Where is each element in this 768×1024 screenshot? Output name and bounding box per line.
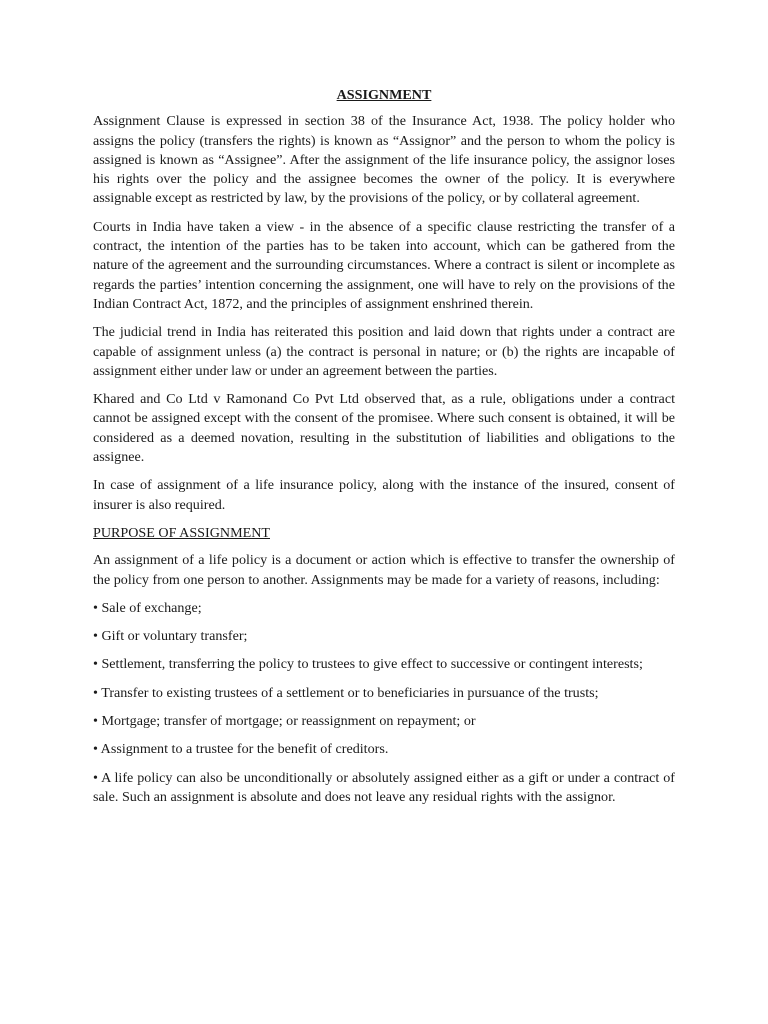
document-title: ASSIGNMENT	[336, 87, 432, 103]
paragraph-purpose-intro: An assignment of a life policy is a document or action which is effective to transfer the ownership of the policy from one person to another. Assignments may be made for a variety of reasons, including:	[93, 552, 675, 588]
paragraph-case-law: Khared and Co Ltd v Ramonand Co Pvt Ltd observed that, as a rule, obligations under a contract cannot be assigned except with the consent of the promisee. Where such consent is obtained, it will be considered as a deemed novation, resulting in the substitution of liabilities and obligations to the assignee.	[93, 391, 675, 466]
section-heading-purpose: PURPOSE OF ASSIGNMENT	[93, 524, 270, 541]
list-item: • Transfer to existing trustees of a settlement or to beneficiaries in pursuance of the trusts;	[93, 684, 599, 701]
paragraph-insurer-consent: In case of assignment of a life insurance policy, along with the instance of the insured, consent of insurer is also required.	[93, 477, 675, 513]
document-page	[93, 86, 675, 816]
list-item: • A life policy can also be unconditionally or absolutely assigned either as a gift or under a contract of sale. Such an assignment is absolute and does not leave any residual rights with the assignor.	[93, 769, 675, 805]
list-item: • Settlement, transferring the policy to trustees to give effect to successive or contingent interests;	[93, 656, 643, 673]
list-item: • Mortgage; transfer of mortgage; or reassignment on repayment; or	[93, 713, 476, 730]
list-item: • Gift or voluntary transfer;	[93, 628, 248, 645]
paragraph-judicial-trend: The judicial trend in India has reiterated this position and laid down that rights under a contract are capable of assignment unless (a) the contract is personal in nature; or (b) the rights are incapable of assignment either under law or under an agreement between the parties.	[93, 324, 675, 379]
paragraph-courts-view: Courts in India have taken a view - in the absence of a specific clause restricting the transfer of a contract, the intention of the parties has to be taken into account, which can be gathered from the nature of the agreement and the surrounding circumstances. Where a contract is silent or incomplete as regards the parties’ intention concerning the assignment, one will have to rely on the provisions of the Indian Contract Act, 1872, and the principles of assignment enshrined therein.	[93, 218, 675, 312]
paragraph-assignment-clause: Assignment Clause is expressed in section 38 of the Insurance Act, 1938. The policy holder who assigns the policy (transfers the rights) is known as “Assignor” and the person to whom the policy is assigned is known as “Assignee”. After the assignment of the life insurance policy, the assignor loses his rights over the policy and the assignee becomes the owner of the policy. It is everywhere assignable except as restricted by law, by the provisions of the policy, or by collateral agreement.	[93, 113, 675, 207]
list-item: • Sale of exchange;	[93, 599, 202, 616]
list-item: • Assignment to a trustee for the benefit of creditors.	[93, 741, 389, 758]
